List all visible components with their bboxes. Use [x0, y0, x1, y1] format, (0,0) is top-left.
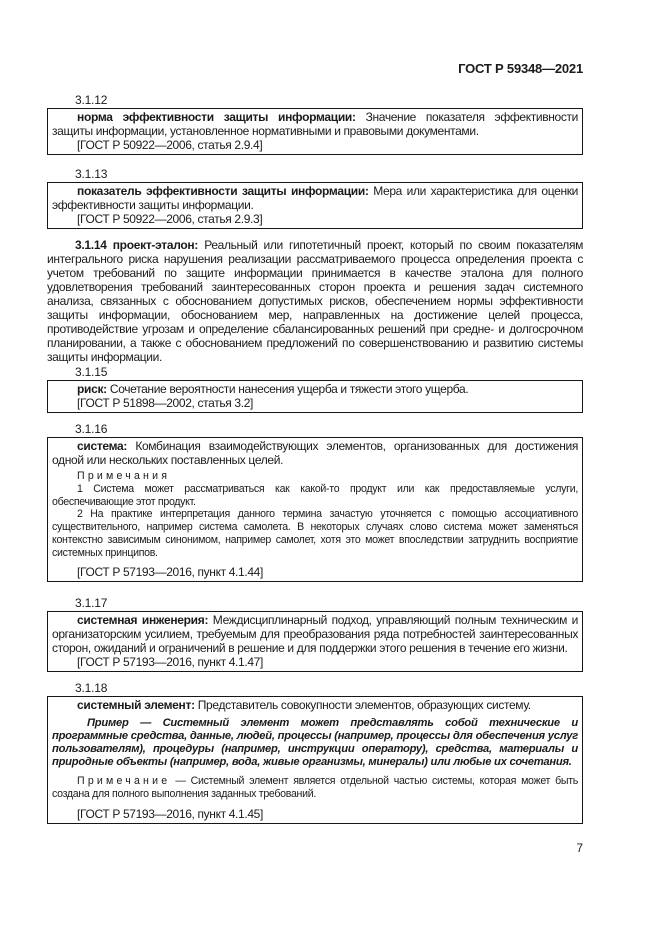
definition-box: [47, 108, 583, 155]
source-reference: [ГОСТ Р 50922—2006, статья 2.9.4]: [77, 138, 263, 152]
note-body-text: — Системный элемент является отдельной частью системы, которая может быть создана для полного выполнения заданных требований.: [52, 775, 578, 801]
source-reference: [ГОСТ Р 57193—2016, пункт 4.1.44]: [77, 564, 263, 579]
term-name: система:: [77, 439, 128, 453]
term-name: системный элемент:: [77, 697, 195, 712]
clause-3-1-12: [47, 92, 583, 155]
standard-designation: ГОСТ Р 59348—2021: [458, 61, 583, 76]
term-definition: Комбинация взаимодействующих элементов, организованных для достижения одной или нескольких поставленных целей.: [52, 439, 578, 467]
clause-3-1-13: [47, 166, 583, 229]
source-reference: [ГОСТ Р 57193—2016, пункт 4.1.45]: [77, 806, 263, 821]
term-name: норма эффективности защиты информации:: [77, 110, 356, 124]
source-reference: [ГОСТ Р 51898—2002, статья 3.2]: [77, 396, 254, 410]
term-definition: Мера или характеристика для оценки эффективности защиты информации.: [52, 184, 578, 212]
definition-box: [47, 696, 583, 824]
term-paragraph: [52, 698, 578, 712]
term-paragraph: [52, 110, 578, 138]
definition-box: [47, 437, 583, 582]
term-paragraph: [52, 613, 578, 655]
note-paragraph: [52, 775, 578, 801]
page-content: [47, 0, 583, 824]
term-definition: Представитель совокупности элементов, образующих систему.: [197, 697, 531, 712]
term-name: показатель эффективности защиты информации:: [77, 184, 369, 198]
page-number: 7: [576, 841, 583, 855]
term-definition: Сочетание вероятности нанесения ущерба и тяжести этого ущерба.: [109, 382, 469, 396]
term-definition: Значение показателя эффективности защиты информации, установленное нормативными и правовыми документами.: [52, 110, 578, 138]
term-name: риск:: [77, 382, 107, 396]
clause-3-1-17: [47, 595, 583, 672]
note-heading-text: Примечание: [77, 775, 171, 788]
clause-3-1-14-paragraph: [47, 238, 583, 364]
clause-number: 3.1.16: [75, 422, 108, 436]
clause-number: 3.1.17: [75, 595, 108, 610]
term-paragraph: [52, 184, 578, 212]
definition-box: [47, 380, 583, 413]
clause-3-1-15: [47, 364, 583, 413]
term-name: системная инженерия:: [77, 612, 209, 627]
note-1: 1 Система может рассматриваться как какой-то продукт или как предоставляемые услуги, обеспечивающие этот продукт.: [52, 482, 578, 508]
clause-number: 3.1.12: [75, 93, 108, 107]
clause-number: 3.1.13: [75, 167, 108, 181]
clause-3-1-18: [47, 680, 583, 824]
term-definition: Междисциплинарный подход, управляющий полным техническим и организаторским усилием, требуемым для преобразования ряда потребностей заинтересованных сторон, ожиданий и ограничений в решение и для поддержки этого решения в течение его жизни.: [52, 612, 579, 655]
term-paragraph: [52, 439, 578, 467]
clause-number: 3.1.15: [75, 365, 108, 379]
notes-heading: [52, 470, 578, 483]
source-reference: [ГОСТ Р 50922—2006, статья 2.9.3]: [77, 212, 263, 226]
note-2: 2 На практике интерпретация данного термина зачастую уточняется с помощью ассоциативного существительного, например система самолета. В некоторых случаях слово система может заменяться контекстно зависимым синонимом, например самолет, хотя это может впоследствии затруднить восприятие системных принципов.: [52, 508, 578, 559]
notes-heading-text: Примечания: [77, 470, 171, 482]
clause-3-1-16: [47, 421, 583, 582]
definition-box: [47, 611, 583, 672]
term-name: 3.1.14 проект-эталон:: [75, 238, 199, 252]
example-paragraph: Пример — Системный элемент может представлять собой технические и программные средства, данные, людей, процессы (например, процессы для обеспечения услуг пользователям), процедуры (например, инструкции оператору), средства, материалы и природные объекты (например, вода, живые организмы, минералы) или любые их сочетания.: [52, 716, 578, 769]
source-reference: [ГОСТ Р 57193—2016, пункт 4.1.47]: [77, 654, 263, 669]
term-paragraph: [52, 382, 578, 396]
term-definition: Реальный или гипотетичный проект, который по своим показателям интегрального риска нарушения реализации рассматриваемого процесса определения проекта с учетом требований по защите информации принимается в качестве эталона для полного удовлетворения требований заинтересованных сторон проекта и решения задач системного анализа, связанных с обоснованием допустимых рисков, обеспечением нормы эффективности защиты информации, обоснованием мер, направленных на достижение целей процесса, противодействие угрозам и определение сбалансированных решений при средне- и долгосрочном планировании, а также с обоснованием предложений по совершенствованию и развитию системы защиты информации.: [47, 238, 584, 364]
definition-box: [47, 182, 583, 229]
clause-number: 3.1.18: [75, 680, 108, 695]
